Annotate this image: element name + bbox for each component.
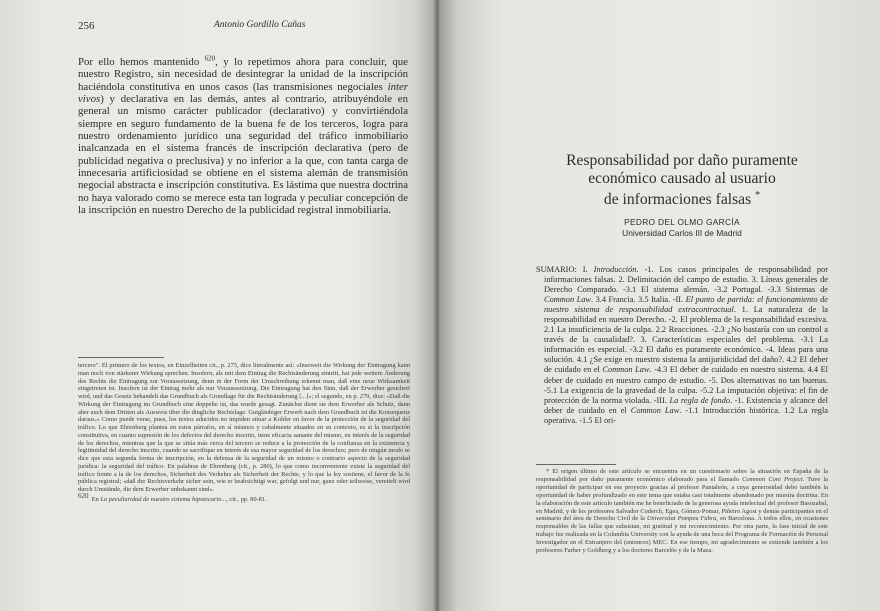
right-page — [440, 0, 880, 611]
running-head-author: Antonio Gordillo Cañas — [214, 20, 306, 30]
body-text-1: Por ello hemos mantenido — [78, 56, 205, 68]
author-note-italic: Common Core Project — [742, 475, 803, 483]
title-footnote-mark: * — [755, 190, 761, 201]
body-text-3: ) y declarativa en las demás, antes al contrario, atribuyéndole en general un mismo carácter publicador (declarativo) y convirtiéndola siempre en seguro fundamento de la buena fe de los terceros, logra para nuestro ordenamiento jurídico una seguridad del tráfico inmobiliario inalcanzada en el sistema francés de inscripción declarativa (pero de publicidad negativa o preclusiva) y no inferior a la que, con tanta carga de innecesaria artificiosidad se obtiene en el sistema alemán de transmisión negocial abstracta e inscripción constitutiva. Es lástima que nuestra doctrina no haya valorado como se merece esta tan lograda y peculiar concepción de la inscripción en nuestro Derecho de la publicidad registral inmobiliaria. — [78, 93, 408, 217]
summary-label: SUMARIO: — [536, 265, 583, 274]
author-note-italic: Universitat Pompeu Fabra — [646, 515, 717, 523]
footnote-text: En — [91, 495, 101, 503]
author-name: PEDRO DEL OLMO GARCÍA — [624, 217, 740, 227]
summary-part: . -1. Los casos principales de responsabilidad por informaciones falsas. 2. Delimitación del campo de estudio. 3. Líneas generales de Derecho Comparado. -3.1 El sistema alemán. -3.2 Portugal. -3.3 Sistemas de — [544, 265, 828, 295]
body-italic: inter vivos — [78, 80, 408, 106]
right-footnote-rule — [536, 464, 616, 465]
author-block — [536, 217, 828, 238]
summary-part: . 3.4 Francia. 3.5 Italia. -II. — [591, 295, 686, 305]
summary-block — [536, 265, 828, 426]
summary-italic: Common Law — [544, 295, 591, 305]
summary-italic: El punto de partida: el funcionamiento de nuestro sistema de responsabilidad extracontractual — [544, 295, 828, 315]
summary-italic: Common Law — [602, 365, 650, 375]
summary-italic: La regla de fondo — [669, 395, 731, 405]
summary-italic: Introducción — [593, 265, 637, 274]
title-line-3-text: de informaciones falsas — [603, 191, 752, 209]
author-note-paragraph — [536, 468, 828, 555]
title-line-1: Responsabilidad por daño puramente — [566, 152, 798, 169]
footnote-rule — [78, 357, 164, 358]
left-body-paragraph — [78, 56, 408, 216]
author-affiliation: Universidad Carlos III de Madrid — [622, 227, 742, 238]
left-footnotes — [78, 362, 410, 504]
summary-part: . 1. La naturaleza de la responsabilidad en nuestro Derecho. -2. El problema de la responsabilidad excesiva. 2.1 La insuficiencia de la culpa. 2.2 Reacciones. -2.3 ¿No bastaría con un control a través de la causalidad?. 3. Características especiales del problema. -3.1 La información es especial. -3.2 El daño es puramente económico. -4. Ideas para una solución. 4.1 ¿Se exige en nuestro sistema la antijuridicidad del daño?. 4.2 El deber de cuidado en el — [544, 305, 828, 375]
body-text-2: , y lo repetimos ahora para concluir, que nuestro Registro, sin necesidad de desintegrar la unidad de la inscripción haciéndola constitutiva en unos casos (las transmisiones negociales — [78, 56, 408, 93]
page-number: 256 — [78, 20, 95, 32]
footnote-620 — [78, 491, 410, 504]
author-note — [536, 468, 828, 555]
footnote-italic: La peculiaridad de nuestro sistema hipotecario — [100, 495, 222, 503]
summary-part: I. — [582, 265, 594, 274]
author-note-mark: * — [546, 468, 550, 475]
title-line-3 — [536, 187, 828, 209]
footnote-tail: ..., cit., pp. 80-81. — [221, 495, 267, 503]
summary-part: . -1.1 Introducción histórica. 1.2 La regla operativa. -1.5 El ori- — [544, 405, 828, 425]
summary-italic: Common Law — [630, 405, 680, 415]
title-line-2: económico causado al usuario — [588, 169, 776, 187]
left-page — [0, 0, 436, 611]
footnote-continuation: tercero". El primero de los textos, en Einzelheiten cit., p. 275, dice literalmente así: «Insoweit die Wirkung der Eintragung kann man noch von stärkerer Wirkung sprechen. Insofern, als mit dem Eintrag die Rechtsänderung eintritt, hat jede weitere Änderung des Rechts die Eintragung zur Voraussetzung, denn in der Form der Umschreibung erkennt man, daß eine neue Wirksamkeit eingetreten ist. Insofern ist der Eintrag mehr als nur Vorausssetzung. Die Eintragung hat den Sinn, daß der Erwerber gesichert wird, und das Gesetz behandelt das Grundbuch als Grundlage für die Rechtsänderung [...]»; el segundo, en p. 279, dice: «Daß die Wirkung der Eintragung im Grundbuch eine doppelte ist, das wurde gesagt. Zunächst dient sie dem Erwerber als Schutz, dann aber auch dem Dritten als Ausweis über die dingliche Rechtslage. Gutgläubiger Erwerb nach dem Grundbuch ist die Konsequenz daraus.» Como puede verse, pues, los textos aducidos no impiden situar a Kohler en favor de la protección de la seguridad del tráfico. Lo que Ehrenberg plantea en estos párrafos, en sí mismos y cabalmente situados en su contexto, es si la inscripción constitutiva, en cuanto supresión de los defectos del derecho inscrito, tiene eficacia sanante del mismo, en interés de la seguridad de los derechos, mientras que la que se sitúa más cerca del tercero se reduce a la protección de la confianza en la existencia y legitimidad del derecho inscrito, cuando se sacrifique en interés de esa mayor seguridad de los derechos; pero de ningún modo se dice que esta segunda forma de inscripción, en la defensa de la seguridad de un mismo o contrario aspecto de la seguridad jurídica: la seguridad del tráfico. En palabras de Ehrenberg (cit., p. 280), lo que como inconveniente existe la seguridad del tráfico frente a la de los derechos, Sicherheit des Verkehrs als Sicherheit der Rechte, y lo que la ley sostiene, el favor de la fe pública registral; «daß der Rechtsverkehr sicher sein, wie er beabsichtigt war, gefolgt und nur, ganz oder teilweise, vereitelt wird durch Umstände, die dem Erwerber unbekannt sind». — [78, 362, 410, 493]
article-title — [536, 152, 828, 209]
note-reference: 620 — [204, 54, 216, 63]
footnote-number: 620 — [78, 491, 89, 500]
summary-part: . -1. Existencia y alcance del deber de cuidado en el — [544, 395, 828, 415]
author-note-part: , en Barcelona. A todos ellos, en ocasiones responsables de las fallas que subsistan, mi gratitud y mi reconocimiento. Por otra parte, la fase inicial de este trabajo fue realizada en la Columbia University con la ayuda de una beca del Programa de Formación de Personal Investigador en el Extranjero del (entonces) MEC. En ese tiempo, mi agradecimiento se extiende también a los profesores Farber y Goldberg y a los doctores Barcelós y de la Maza. — [536, 515, 829, 555]
author-note-part: El origen último de este artículo se encuentra en un cuestionario sobre la situación en España de la responsabilidad por daño puramente económico elaborado para el llamado — [536, 468, 828, 483]
author-note-part: . Tuve la oportunidad de participar en ese proyecto gracias al profesor Pantaleón, a cuya generosidad debo también la oportunidad de haber profundizado en este tema que estaba casi totalmente abandonado por nuestra doctrina. En la elaboración de este artículo también me he beneficiado de la generosa ayuda intelectual del profesor Basozabal, en Madrid, y de los profesores Salvador Coderch, Egea, Gómez-Pomar, Piñeiro Agost y demás participantes en el seminario del área de Derecho Civil de la — [536, 475, 829, 523]
summary-part: . -4.3 El deber de cuidado en nuestro sistema. 4.4 El deber de cuidado en nuestro campo de estudio. -5. Dos alternativas no tan buenas. -5.1 La exigencia de la gravedad de la culpa. -5.2 La imputación objetiva: el fin de protección de la norma violada. -III. — [544, 365, 828, 405]
